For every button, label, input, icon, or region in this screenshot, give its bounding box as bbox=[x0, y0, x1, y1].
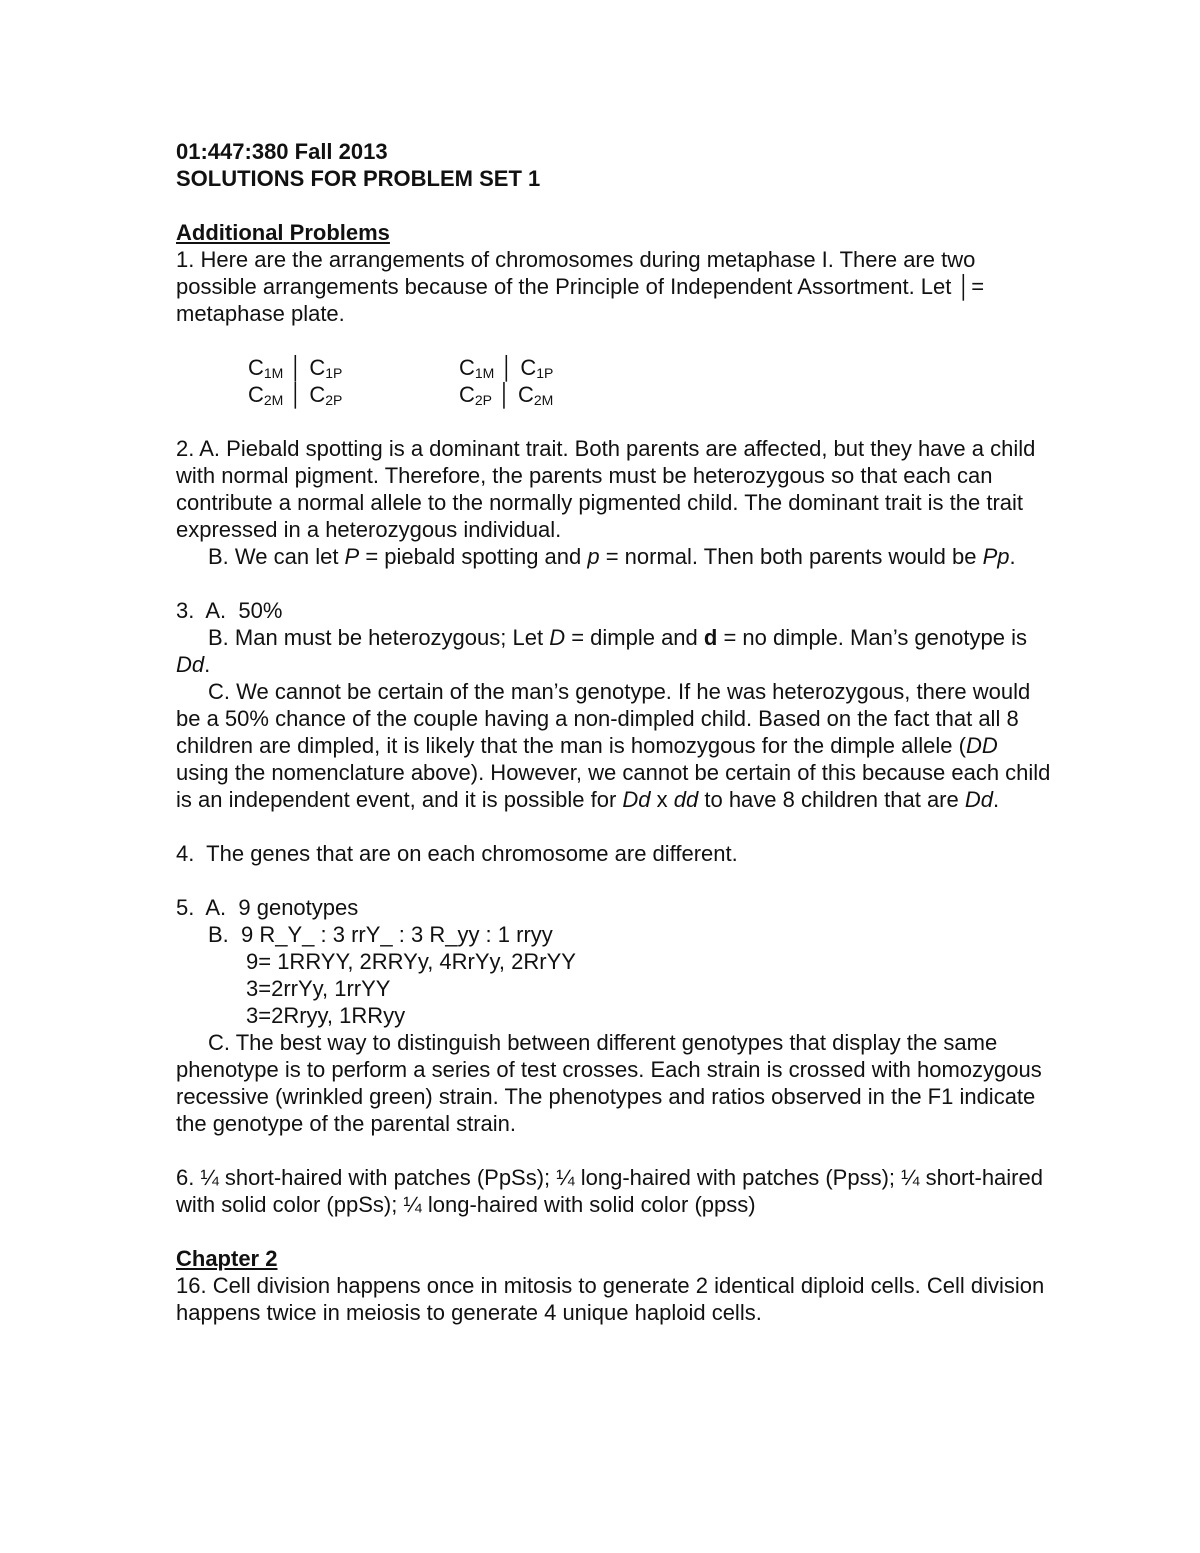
answer-5b-line: 9= 1RRYY, 2RRYy, 4RrYy, 2RrYY bbox=[246, 949, 576, 974]
answer-16: 16. Cell division happens once in mitosis to generate 2 identical diploid cells. Cell division happens twice in meiosis to generate 4 unique haploid cells. bbox=[176, 1273, 1045, 1325]
spacer bbox=[176, 1137, 1056, 1164]
spacer bbox=[176, 192, 1056, 219]
answer-2a: 2. A. Piebald spotting is a dominant trait. Both parents are affected, but they have a child with normal pigment. Therefore, the parents must be heterozygous so that each can contribute a normal allele to the normally pigmented child. The dominant trait is the trait expressed in a heterozygous individual. bbox=[176, 436, 1036, 542]
arrangement-2-row-1: $C_{1M}$ │ $C_{1P}$ bbox=[459, 355, 554, 381]
arrangement-1-row-2: $C_{2M}$ │ $C_{2P}$ bbox=[248, 382, 343, 408]
section-heading-additional: Additional Problems bbox=[176, 220, 390, 245]
answer-3b: B. Man must be heterozygous; Let D = dimple and d = no dimple. Man’s genotype is Dd. bbox=[176, 625, 1027, 677]
answer-5b: B. 9 R_Y_ : 3 rrY_ : 3 R_yy : 1 rryy bbox=[208, 922, 553, 947]
answer-1: 1. Here are the arrangements of chromosomes during metaphase I. There are two possible arrangements because of the Principle of Independent Assortment. Let │= metaphase plate. bbox=[176, 247, 985, 326]
document-page bbox=[176, 138, 1056, 1326]
answer-5a: 5. A. 9 genotypes bbox=[176, 895, 359, 920]
answer-6: 6. ¼ short-haired with patches (PpSs); ¼ long-haired with patches (Ppss); ¼ short-haired with solid color (ppSs); ¼ long-haired with solid color (ppss) bbox=[176, 1165, 1043, 1217]
section-heading-chapter-2: Chapter 2 bbox=[176, 1246, 278, 1271]
spacer bbox=[176, 867, 1056, 894]
spacer bbox=[176, 327, 1056, 354]
course-header: 01:447:380 Fall 2013 bbox=[176, 139, 388, 164]
answer-5b-line: 3=2Rryy, 1RRyy bbox=[246, 1003, 406, 1028]
spacer bbox=[176, 1218, 1056, 1245]
answer-3c: C. We cannot be certain of the man’s genotype. If he was heterozygous, there would be a 50% chance of the couple having a non-dimpled child. Based on the fact that all 8 children are dimpled, it is likely that the man is homozygous for the dimple allele (DD using the nomenclature above). However, we cannot be certain of this because each child is an independent event, and it is possible for Dd x dd to have 8 children that are Dd. bbox=[176, 679, 1051, 812]
arrangement-2-row-2: $C_{2P}$ │ $C_{2M}$ bbox=[459, 382, 554, 408]
arrangement-1-row-1: $C_{1M}$ │ $C_{1P}$ bbox=[248, 355, 343, 381]
spacer bbox=[176, 570, 1056, 597]
answer-5b-line: 3=2rrYy, 1rrYY bbox=[246, 976, 391, 1001]
answer-5c: C. The best way to distinguish between different genotypes that display the same phenotype is to perform a series of test crosses. Each strain is crossed with homozygous recessive (wrinkled green) strain. The phenotypes and ratios observed in the F1 indicate the genotype of the parental strain. bbox=[176, 1030, 1042, 1136]
answer-3a: 3. A. 50% bbox=[176, 598, 283, 623]
document-title: SOLUTIONS FOR PROBLEM SET 1 bbox=[176, 166, 541, 191]
chromosome-arrangements bbox=[248, 354, 1056, 408]
answer-4: 4. The genes that are on each chromosome are different. bbox=[176, 841, 738, 866]
answer-2b: B. We can let P = piebald spotting and p = normal. Then both parents would be Pp. bbox=[208, 544, 1016, 569]
spacer bbox=[176, 813, 1056, 840]
